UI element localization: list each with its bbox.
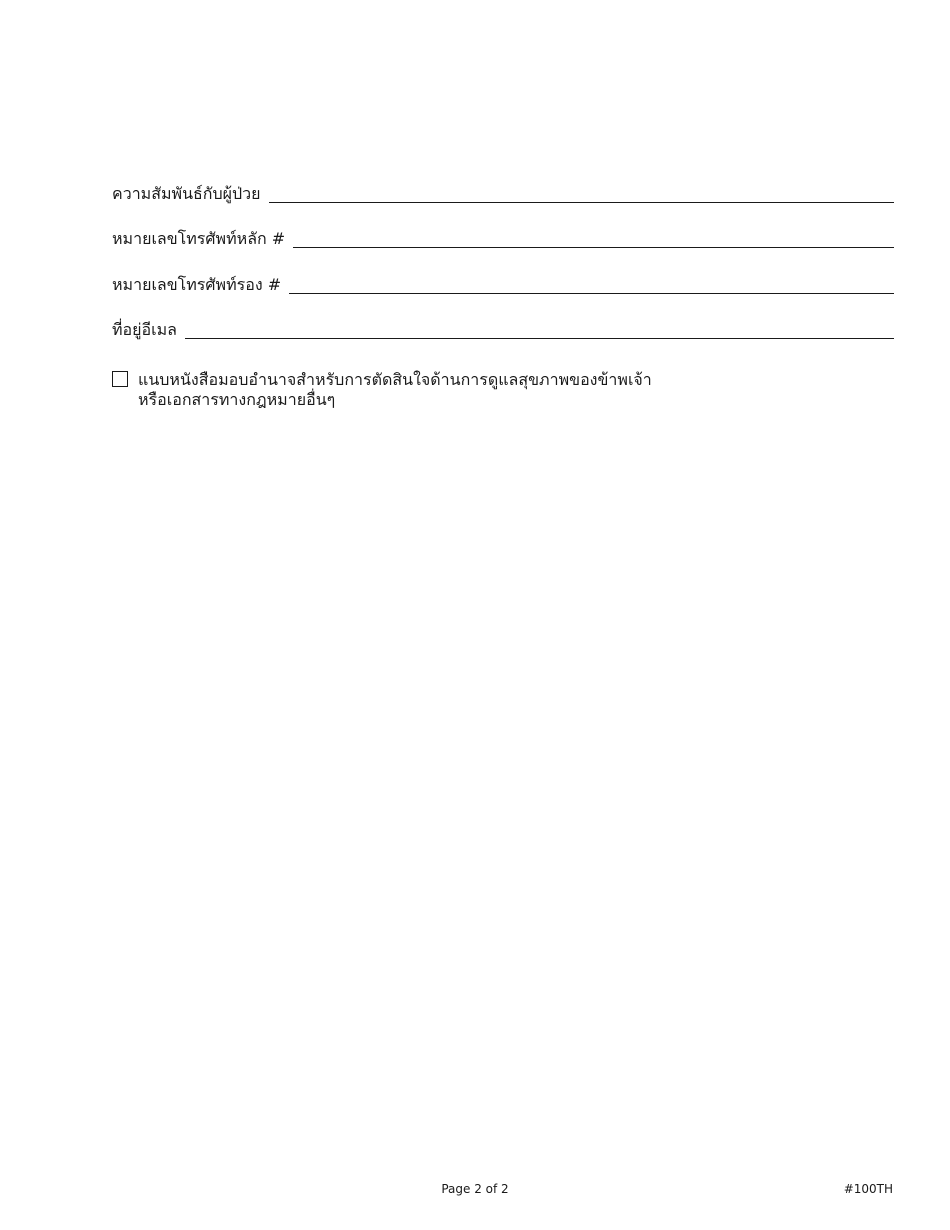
attachment-checkbox-label bbox=[138, 370, 758, 410]
attachment-label-line2: หรือเอกสารทางกฎหมายอื่นๆ bbox=[138, 390, 336, 409]
relationship-field[interactable] bbox=[269, 182, 894, 203]
secondary-phone-field[interactable] bbox=[289, 273, 894, 294]
attachment-checkbox[interactable] bbox=[112, 371, 128, 387]
page-number: Page 2 of 2 bbox=[441, 1182, 509, 1196]
primary-phone-label: หมายเลขโทรศัพท์หลัก # bbox=[112, 229, 286, 248]
secondary-phone-label: หมายเลขโทรศัพท์รอง # bbox=[112, 275, 282, 294]
email-label: ที่อยู่อีเมล bbox=[112, 320, 177, 339]
relationship-label: ความสัมพันธ์กับผู้ป่วย bbox=[112, 184, 261, 203]
attachment-label-line1: แนบหนังสือมอบอำนาจสำหรับการตัดสินใจด้านการดูแลสุขภาพของข้าพเจ้า bbox=[138, 370, 652, 389]
secondary-phone-row bbox=[112, 271, 894, 295]
relationship-row bbox=[112, 180, 894, 204]
primary-phone-row bbox=[112, 225, 894, 249]
form-code: #100TH bbox=[843, 1182, 893, 1196]
email-field[interactable] bbox=[185, 318, 894, 339]
primary-phone-field[interactable] bbox=[293, 227, 894, 248]
email-row bbox=[112, 316, 894, 340]
attachment-checkbox-row bbox=[112, 370, 758, 410]
